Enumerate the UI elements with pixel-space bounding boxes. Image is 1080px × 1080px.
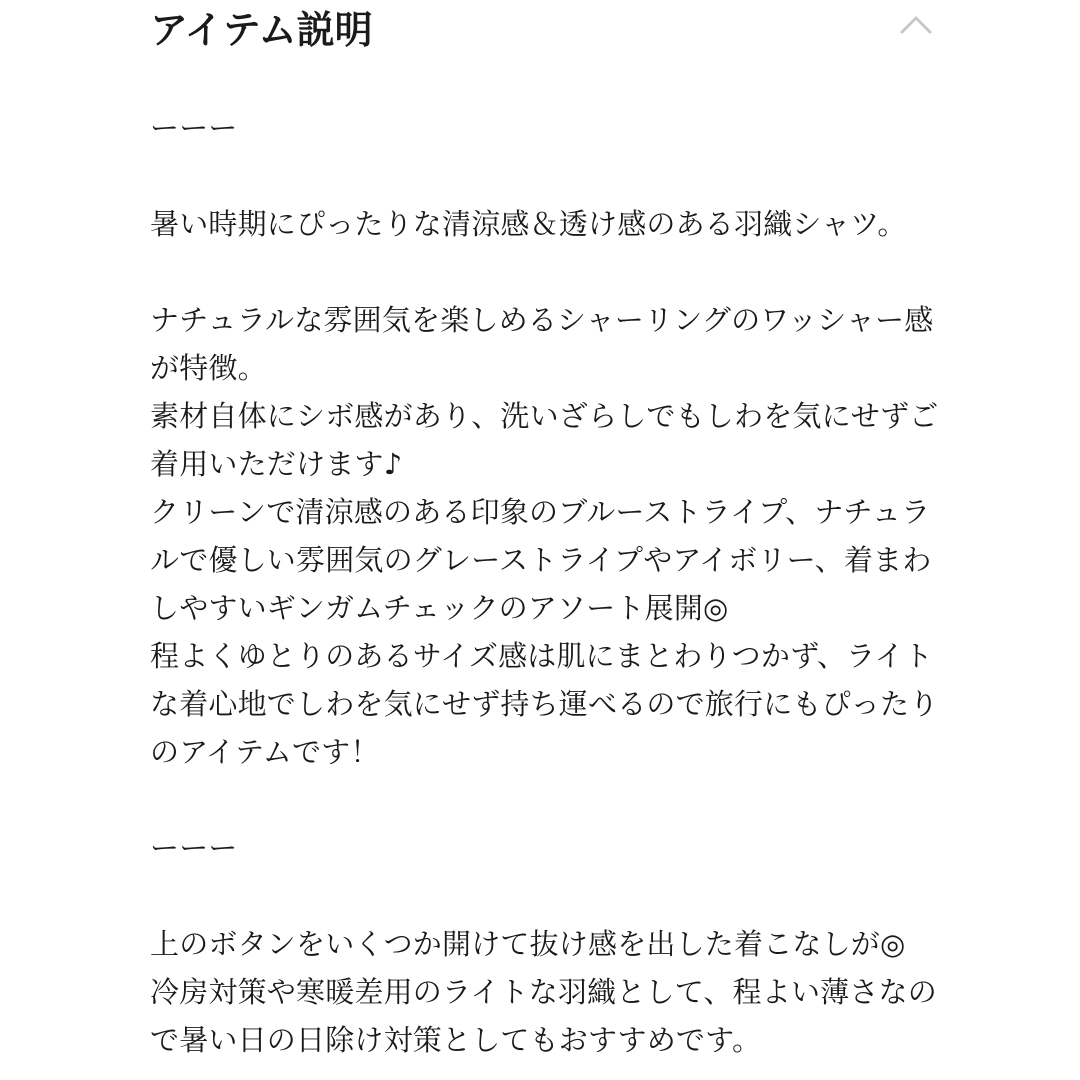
section-title: アイテム説明 <box>150 8 373 52</box>
item-description-header[interactable] <box>150 0 940 64</box>
chevron-up-icon <box>892 6 940 42</box>
item-description-text: ーーー 暑い時期にぴったりな清涼感＆透け感のある羽織シャツ。 ナチュラルな雰囲気を楽しめるシャーリングのワッシャー感が特徴。 素材自体にシボ感があり、洗いざらしでもしわを気にせずご着用いただけます♪ クリーンで清涼感のある印象のブルーストライプ、ナチュラルで優しい雰囲気のグレーストライプやアイボリー、着まわしやすいギンガムチェックのアソート展開◎ 程よくゆとりのあるサイズ感は肌にまとわりつかず、ライトな着心地でしわを気にせず持ち運べるので旅行にもぴったりのアイテムです！ ーーー 上のボタンをいくつか開けて抜け感を出した着こなしが◎ 冷房対策や寒暖差用のライトな羽織として、程よい薄さなので暑い日の日除け対策としてもおすすめです。 <box>150 111 939 1057</box>
collapse-toggle-button[interactable] <box>892 6 940 42</box>
